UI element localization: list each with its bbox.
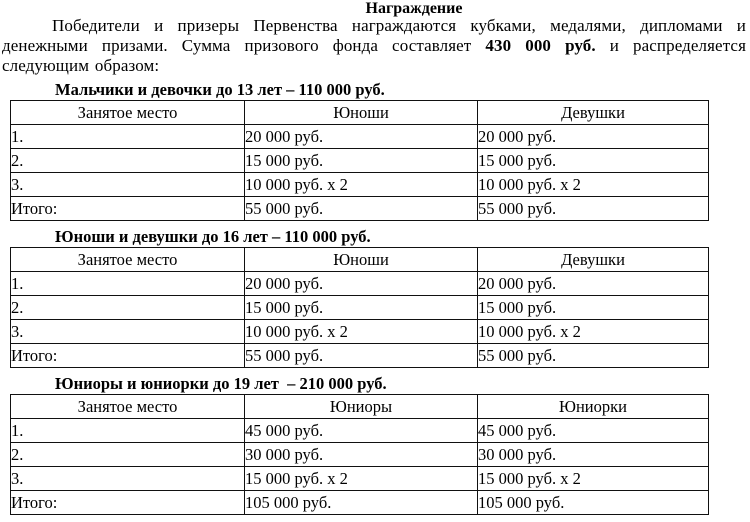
male-prize-cell: 15 000 руб.: [245, 296, 478, 320]
table-row: [11, 443, 709, 467]
table-row: [11, 467, 709, 491]
male-total-cell: 105 000 руб.: [245, 491, 478, 515]
female-prize-cell: 15 000 руб.: [478, 149, 709, 173]
total-prize-fund: 430 000 руб.: [485, 36, 596, 55]
female-total-cell: 105 000 руб.: [478, 491, 709, 515]
female-prize-cell: 15 000 руб. х 2: [478, 467, 709, 491]
female-total-cell: 55 000 руб.: [478, 344, 709, 368]
prize-table-under-13: [10, 100, 709, 221]
total-label-cell: Итого:: [11, 197, 245, 221]
female-prize-cell: 45 000 руб.: [478, 419, 709, 443]
section-heading-under-19: Юниоры и юниорки до 19 лет – 210 000 руб.: [55, 374, 387, 393]
place-cell: 1.: [11, 419, 245, 443]
column-header-male: Юниоры: [245, 395, 478, 419]
table-total-row: [11, 491, 709, 515]
table-row: [11, 296, 709, 320]
place-cell: 3.: [11, 173, 245, 197]
female-prize-cell: 15 000 руб.: [478, 296, 709, 320]
table-row: [11, 173, 709, 197]
male-prize-cell: 10 000 руб. х 2: [245, 320, 478, 344]
place-cell: 2.: [11, 443, 245, 467]
female-prize-cell: 20 000 руб.: [478, 125, 709, 149]
column-header-male: Юноши: [245, 248, 478, 272]
prize-table-under-19: [10, 394, 709, 515]
table-total-row: [11, 344, 709, 368]
male-total-cell: 55 000 руб.: [245, 197, 478, 221]
intro-text-part2: и распределяется следующим образом:: [2, 36, 746, 75]
document-title: Награждение: [365, 0, 463, 17]
column-header-place: Занятое место: [11, 248, 245, 272]
male-prize-cell: 10 000 руб. х 2: [245, 173, 478, 197]
table-header-row: [11, 248, 709, 272]
column-header-place: Занятое место: [11, 101, 245, 125]
male-prize-cell: 20 000 руб.: [245, 125, 478, 149]
male-prize-cell: 45 000 руб.: [245, 419, 478, 443]
female-prize-cell: 20 000 руб.: [478, 272, 709, 296]
male-prize-cell: 15 000 руб.: [245, 149, 478, 173]
place-cell: 1.: [11, 272, 245, 296]
place-cell: 1.: [11, 125, 245, 149]
column-header-female: Девушки: [478, 101, 709, 125]
table-row: [11, 419, 709, 443]
place-cell: 3.: [11, 467, 245, 491]
male-total-cell: 55 000 руб.: [245, 344, 478, 368]
place-cell: 2.: [11, 296, 245, 320]
table-row: [11, 125, 709, 149]
column-header-female: Юниорки: [478, 395, 709, 419]
intro-text-part1: Победители и призеры Первенства награждаются кубками, медалями, дипломами и денежными призами. Сумма призового фонда составляет: [2, 16, 746, 55]
table-total-row: [11, 197, 709, 221]
female-total-cell: 55 000 руб.: [478, 197, 709, 221]
female-prize-cell: 10 000 руб. х 2: [478, 173, 709, 197]
male-prize-cell: 30 000 руб.: [245, 443, 478, 467]
female-prize-cell: 10 000 руб. х 2: [478, 320, 709, 344]
table-row: [11, 272, 709, 296]
column-header-female: Девушки: [478, 248, 709, 272]
female-prize-cell: 30 000 руб.: [478, 443, 709, 467]
place-cell: 3.: [11, 320, 245, 344]
table-row: [11, 320, 709, 344]
section-heading-under-16: Юноши и девушки до 16 лет – 110 000 руб.: [55, 227, 371, 246]
total-label-cell: Итого:: [11, 344, 245, 368]
table-header-row: [11, 395, 709, 419]
intro-paragraph: [2, 16, 746, 76]
table-header-row: [11, 101, 709, 125]
prize-table-under-16: [10, 247, 709, 368]
male-prize-cell: 20 000 руб.: [245, 272, 478, 296]
column-header-place: Занятое место: [11, 395, 245, 419]
table-row: [11, 149, 709, 173]
column-header-male: Юноши: [245, 101, 478, 125]
total-label-cell: Итого:: [11, 491, 245, 515]
place-cell: 2.: [11, 149, 245, 173]
male-prize-cell: 15 000 руб. х 2: [245, 467, 478, 491]
section-heading-under-13: Мальчики и девочки до 13 лет – 110 000 руб.: [55, 80, 385, 99]
